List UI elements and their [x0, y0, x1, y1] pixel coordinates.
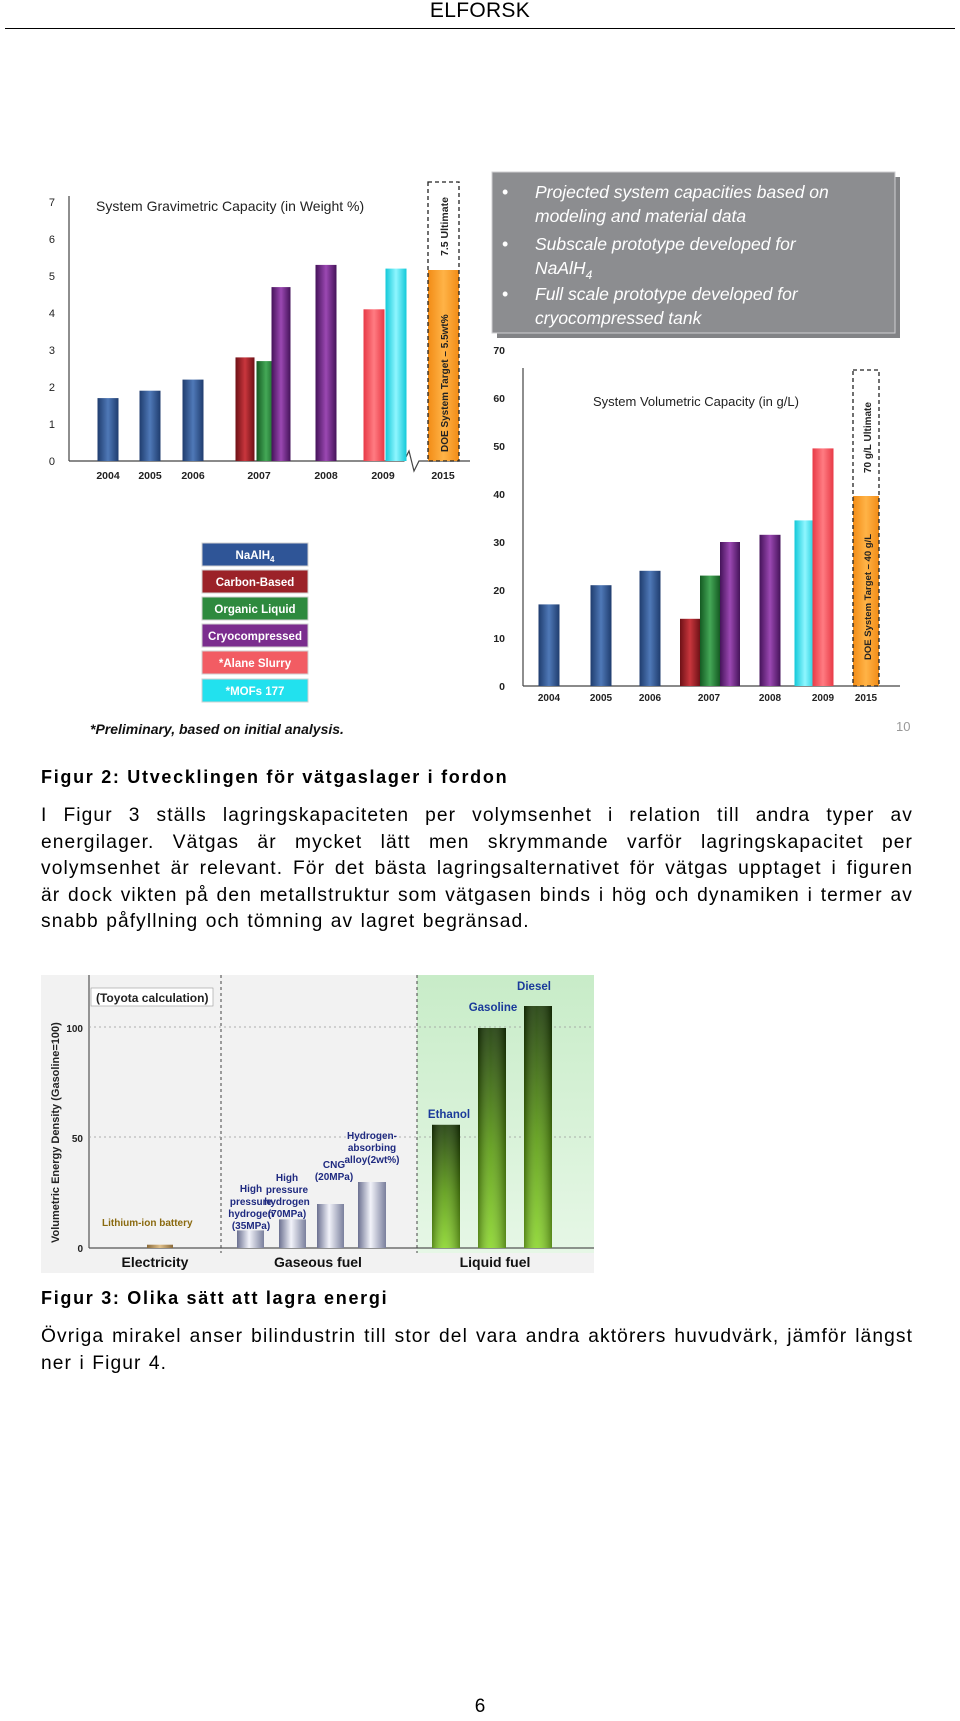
volumetric-x-tick: 2008	[758, 693, 782, 704]
gravimetric-y-tick: 3	[48, 345, 55, 357]
figure3-bar-label: CNG	[322, 1160, 346, 1171]
volumetric-x-tick: 2009	[811, 693, 835, 704]
gravimetric-bar-2008-cryocompressed	[316, 265, 337, 461]
bullet-3: Full scale prototype developed for cryocompressed tank	[535, 284, 798, 328]
figure2-slide-number: 10	[896, 719, 911, 734]
gravimetric-bar-2007-carbon-based	[236, 357, 255, 461]
gravimetric-x-tick: 2008	[314, 470, 338, 482]
figure3-y-tick: 0	[77, 1244, 83, 1255]
volumetric-y-tick: 40	[493, 489, 505, 501]
gravimetric-y-tick: 6	[48, 234, 55, 246]
volumetric-x-tick: 2015	[854, 693, 878, 704]
volumetric-title: System Volumetric Capacity (in g/L)	[593, 394, 799, 409]
page-number: 6	[474, 1696, 486, 1717]
gravimetric-bar-2009-mofs-177	[386, 269, 407, 461]
figure3-bar-high-pressure-hydrogen-35mpa	[237, 1230, 264, 1248]
figure3-bar-lithium-ion-battery	[147, 1245, 173, 1248]
figure3-bar-label: alloy(2wt%)	[344, 1155, 400, 1166]
gravimetric-target-label: DOE System Target – 5.5wt%	[440, 314, 451, 452]
figure3-bar-hydrogen-absorbing-alloy-2wt	[358, 1182, 386, 1248]
gravimetric-x-tick: 2004	[96, 470, 120, 482]
figure3-y-tick: 50	[71, 1134, 83, 1145]
volumetric-y-tick: 10	[493, 633, 505, 645]
figure3-bar-label: pressure	[265, 1185, 309, 1196]
volumetric-chart	[493, 345, 900, 704]
figure3-bar-label: (20MPa)	[314, 1172, 354, 1183]
gravimetric-title: System Gravimetric Capacity (in Weight %)	[96, 198, 365, 214]
figure3-bar-shade	[432, 1125, 460, 1248]
volumetric-bar-2007-organic-liquid	[700, 576, 720, 686]
bullet-2: Subscale prototype developed for NaAlH$_4$	[535, 234, 796, 282]
figure3-bar-cng-20mpa	[317, 1204, 344, 1248]
gravimetric-x-tick: 2005	[138, 470, 162, 482]
gravimetric-y-tick: 1	[48, 419, 55, 431]
figure3-bar-shade	[478, 1028, 506, 1248]
header-title: ELFORSK	[429, 0, 531, 22]
volumetric-bar-2005-naalh4	[591, 585, 612, 686]
volumetric-x-tick: 2006	[638, 693, 662, 704]
bullet-dot-2: •	[502, 234, 509, 254]
volumetric-bar-2009-mofs-177	[795, 520, 816, 686]
legend-label: NaAlH$_4$	[235, 550, 275, 564]
volumetric-target-label: DOE System Target – 40 g/L	[863, 533, 874, 660]
volumetric-y-tick: 70	[493, 345, 505, 357]
gravimetric-y-tick: 2	[48, 382, 55, 394]
gravimetric-bar-2007-cryocompressed	[272, 287, 291, 461]
figure3-bar-label: absorbing	[347, 1143, 397, 1154]
figure3-bar-label: (70MPa)	[267, 1209, 307, 1220]
gravimetric-x-tick: 2007	[247, 470, 271, 482]
figure3-group-label: Gaseous fuel	[274, 1254, 362, 1270]
figure3-y-label: Volumetric Energy Density (Gasoline=100)	[50, 1022, 62, 1243]
gravimetric-y-ticks	[49, 197, 55, 468]
volumetric-x-tick: 2007	[697, 693, 721, 704]
figure2-legend	[202, 543, 308, 702]
gravimetric-y-tick: 7	[48, 197, 55, 209]
legend-label: *MOFs 177	[225, 686, 285, 698]
figure3-bar-label: Hydrogen-	[347, 1131, 397, 1142]
legend-label: *Alane Slurry	[218, 658, 292, 670]
paragraph-1: I Figur 3 ställs lagringskapaciteten per volymsenhet i relation till andra typer av energilager. Vätgas är mycket lätt men skrymmande varför lagringskapacitet per volymsenhet är relevant. För det bästa lagringsalternativet för vätgas upptaget i figuren är dock vikten på den metallstruktur som vätgasen binds i hög och dynamiken i termer av snabb påfyllning och tömning av lagret begränsad.	[41, 805, 913, 932]
figure3-group-label: Electricity	[121, 1254, 189, 1270]
volumetric-bar-2007-carbon-based	[680, 619, 700, 686]
volumetric-y-tick: 0	[499, 681, 505, 693]
volumetric-bar-2009-alane-slurry	[813, 448, 834, 686]
volumetric-x-tick: 2004	[537, 693, 561, 704]
gravimetric-y-tick: 0	[48, 456, 55, 468]
gravimetric-ultimate-label: 7.5 Ultimate	[439, 197, 451, 256]
figure3-bar-label: High	[275, 1173, 299, 1184]
gravimetric-chart	[49, 182, 470, 482]
gravimetric-y-tick: 4	[48, 308, 55, 320]
gravimetric-bar-2006-naalh4	[183, 380, 204, 461]
gravimetric-x-tick: 2006	[181, 470, 205, 482]
figure3-bar-label: pressure	[229, 1197, 273, 1208]
figure3-group-label: Liquid fuel	[459, 1254, 531, 1270]
gravimetric-x-tick: 2015	[431, 470, 455, 482]
volumetric-bar-2004-naalh4	[539, 604, 560, 686]
legend-label: Carbon-Based	[215, 577, 295, 589]
volumetric-y-ticks	[493, 345, 505, 693]
volumetric-x-tick: 2005	[589, 693, 613, 704]
gravimetric-bar-2004-naalh4	[98, 398, 119, 461]
legend-label: Organic Liquid	[214, 604, 296, 616]
bullet-box	[492, 172, 900, 338]
figure3-bar-label: Diesel	[517, 981, 551, 993]
figure3-groups	[122, 1254, 531, 1270]
gravimetric-x-tick: 2009	[371, 470, 395, 482]
volumetric-bar-2007-cryocompressed	[720, 542, 740, 686]
volumetric-y-tick: 20	[493, 585, 505, 597]
volumetric-y-tick: 60	[493, 393, 505, 405]
legend-label: Cryocompressed	[208, 631, 302, 643]
toyota-label: (Toyota calculation)	[96, 991, 209, 1005]
figure3-bar-label: Gasoline	[468, 1002, 518, 1014]
volumetric-y-tick: 50	[493, 441, 505, 453]
figure3-caption: Figur 3: Olika sätt att lagra energi	[41, 1288, 389, 1308]
figure2-footnote: *Preliminary, based on initial analysis.	[90, 721, 344, 737]
figure3-bar-label: Ethanol	[427, 1109, 471, 1121]
bullet-1: Projected system capacities based on modeling and material data	[535, 182, 829, 226]
figure3-bar-label: High	[239, 1184, 263, 1195]
volumetric-bars	[539, 448, 834, 686]
figure-3	[41, 975, 594, 1273]
volumetric-bar-2006-naalh4	[640, 571, 661, 686]
paragraph-2: Övriga mirakel anser bilindustrin till stor del vara andra aktörers huvudvärk, jämför längst ner i Figur 4.	[41, 1326, 913, 1374]
figure3-bar-label: hydrogen	[264, 1197, 310, 1208]
gravimetric-bar-2005-naalh4	[140, 391, 161, 461]
bullet-dot-1: •	[502, 182, 509, 202]
volumetric-x-ticks	[538, 693, 878, 704]
figure-2	[0, 0, 960, 750]
figure2-caption: Figur 2: Utvecklingen för vätgaslager i fordon	[41, 767, 509, 787]
figure3-y-tick: 100	[66, 1024, 83, 1035]
gravimetric-bars	[98, 265, 407, 461]
volumetric-y-tick: 30	[493, 537, 505, 549]
volumetric-bar-2008-cryocompressed	[760, 535, 781, 686]
gravimetric-y-tick: 5	[48, 271, 55, 283]
figure3-bar-label: hydrogen	[228, 1209, 274, 1220]
volumetric-ultimate-label: 70 g/L Ultimate	[863, 402, 874, 473]
bullet-dot-3: •	[502, 284, 509, 304]
figure3-bar-label: (35MPa)	[231, 1221, 271, 1232]
figure3-bar-shade	[524, 1006, 552, 1248]
figure3-bar-label: Lithium-ion battery	[102, 1218, 193, 1229]
figure3-bar-high-pressure-hydrogen-70mpa	[279, 1219, 306, 1248]
gravimetric-bar-2009-alane-slurry	[364, 309, 385, 461]
gravimetric-x-ticks	[96, 470, 455, 482]
